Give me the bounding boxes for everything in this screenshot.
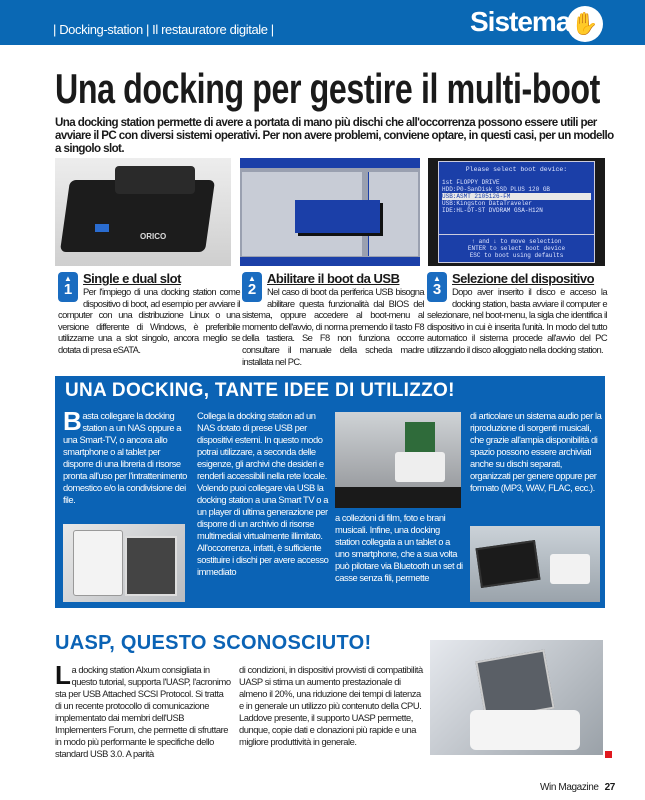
step-text: Dopo aver inserito il disco e acceso la docking station, basta avviare il computer e selezionare, nel boot-menu, la sigla che identifica il dispositivo in cui è inserita l'unità. In modo del tutto automatico il sistema procede all'avvio del PC utilizzando il disco alloggiato nella docking station. <box>427 286 607 355</box>
section-logo: Sistema <box>470 6 571 37</box>
page-number: 27 <box>604 782 615 793</box>
boot-menu-help: ↑ and ↓ to move selection <box>471 238 562 245</box>
box-column-1 <box>63 406 190 506</box>
article-subtitle: Una docking station permette di avere a portata di mano più dischi che all'occorrenza possono essere utili per avviare il PC con diversi sistemi operativi. Per non avere problemi, conviene optare, in questi casi, per un modello a singolo slot. <box>55 116 614 155</box>
magazine-name: Win Magazine <box>540 782 599 793</box>
step-title: Single e dual slot <box>83 271 181 286</box>
page-footer <box>540 782 615 793</box>
bios-boot-priority-screenshot <box>240 158 420 266</box>
box-text: asta collegare la docking station a un NAS oppure a una Smart-TV, o ancora allo smartphone o al tablet per disporre di una libreria di risorse pronta all'uso per l'intrattenimento domestico e/o la condivisione dei file. <box>63 410 187 505</box>
nas-photo <box>63 524 185 602</box>
docking-station-photo <box>55 158 231 266</box>
step-text: Per l'impiego di una docking station come dispositivo di boot, ad esempio per avviare il computer con una distribuzione Linux o una versione differente di Windows, è preferibile utilizzarne una a slot singolo, ancora meglio se dotata di presa eSATA. <box>58 286 240 355</box>
article-title: Una docking per gestire il multi-boot <box>55 65 600 112</box>
box-column-3: a collezioni di film, foto e brani musicali. Infine, una docking station collegata a un tablet o a uno smartphone, che a sua volta può pilotare via Bluetooth un set di casse senza fili, permette <box>335 512 463 583</box>
step-text: Nel caso di boot da periferica USB bisogna abilitare questa funzionalità dal BIOS del sistema, oppure accedere al boot-menu al momento dell'avvio, di norma premendo il tasto F8 della tastiera. Se F8 non funziona occorre consultare il manuale della scheda madre installata nel PC. <box>242 286 424 367</box>
end-marker <box>605 751 612 758</box>
step-number-badge: ▲ 2 <box>242 272 262 302</box>
boot-menu-item[interactable]: 1st FLOPPY DRIVE <box>442 179 500 186</box>
box-title: UNA DOCKING, TANTE IDEE DI UTILIZZO! <box>65 380 455 401</box>
boot-menu-help: ESC to boot using defaults <box>469 252 564 259</box>
step-2 <box>242 272 424 367</box>
boot-menu-item[interactable]: USB:Kingston DataTraveler <box>442 200 533 207</box>
boot-menu-item-selected[interactable]: USB:ASMT 2105126-FM <box>442 193 591 200</box>
boot-device-menu-screenshot <box>428 158 605 266</box>
step-title: Selezione del dispositivo <box>452 271 595 286</box>
step-1 <box>58 272 240 356</box>
boot-menu-help: ENTER to select boot device <box>467 245 566 252</box>
wrench-hand-icon: ✋ <box>567 6 603 42</box>
boot-menu-title: Please select boot device: <box>465 166 568 173</box>
step-number-badge: ▲ 1 <box>58 272 78 302</box>
uasp-column-1 <box>55 660 231 760</box>
uasp-heading: UASP, QUESTO SCONOSCIUTO! <box>55 632 372 654</box>
step-3 <box>427 272 607 356</box>
box-column-2: Collega la docking station ad un NAS dotato di prese USB per dispositivi esterni. In questo modo potrai utilizzare, a seconda delle esigenze, gli archivi che desideri e renderli accessibili nella rete locale. Volendo puoi collegare via USB la docking station a una Smart TV o a un player di ultima generazione per disporre di un archivio di risorse multimediali virtualmente illimitato. All'occorrenza, infatti, è sufficiente sostituire i dischi per avere accesso immediato <box>197 410 329 577</box>
dock-brand-label: ORICO <box>140 232 167 241</box>
drop-cap: B <box>63 406 82 436</box>
uasp-text: a docking station Alxum consigliata in questo tutorial, supporta l'UASP, l'acronimo sta per USB Attached SCSI Protocol. Si tratta di un recente protocollo di comunicazione implementato dai membri dell'USB Implementers Forum, che permette di sfruttare in modo più performante le specifiche dello standard USB 3.0. A parità <box>55 664 231 759</box>
docking-tv-photo <box>335 412 461 508</box>
drop-cap: L <box>55 660 71 690</box>
uasp-column-2: di condizioni, in dispositivi provvisti di compatibilità UASP si stima un aumento prestazionale di almeno il 20%, una riduzione dei tempi di latenza e in generale un utilizzo più contenuto della CPU. Laddove presente, il supporto UASP permette, dunque, copie dati e clonazioni più rapide e una migliore produttività in generale. <box>239 664 423 747</box>
breadcrumb: | Docking-station | Il restauratore digitale | <box>53 22 274 37</box>
step-title: Abilitare il boot da USB <box>267 271 400 286</box>
step-number-badge: ▲ 3 <box>427 272 447 302</box>
boot-menu-item[interactable]: HDD:P0-SanDisk SSD PLUS 120 GB <box>442 186 551 193</box>
hard-disk-docking-photo <box>430 640 603 755</box>
box-column-4: di articolare un sistema audio per la riproduzione di sorgenti musicali, che grazie all'ampia disponibilità di spazio possono essere archiviati anche su dischi separati, organizzati per genere oppure per formato (MP3, WAV, FLAC, ecc.). <box>470 410 602 493</box>
boot-menu-item[interactable]: IDE:HL-DT-ST DVDRAM GSA-H12N <box>442 207 543 214</box>
tablet-docking-photo <box>470 526 600 602</box>
